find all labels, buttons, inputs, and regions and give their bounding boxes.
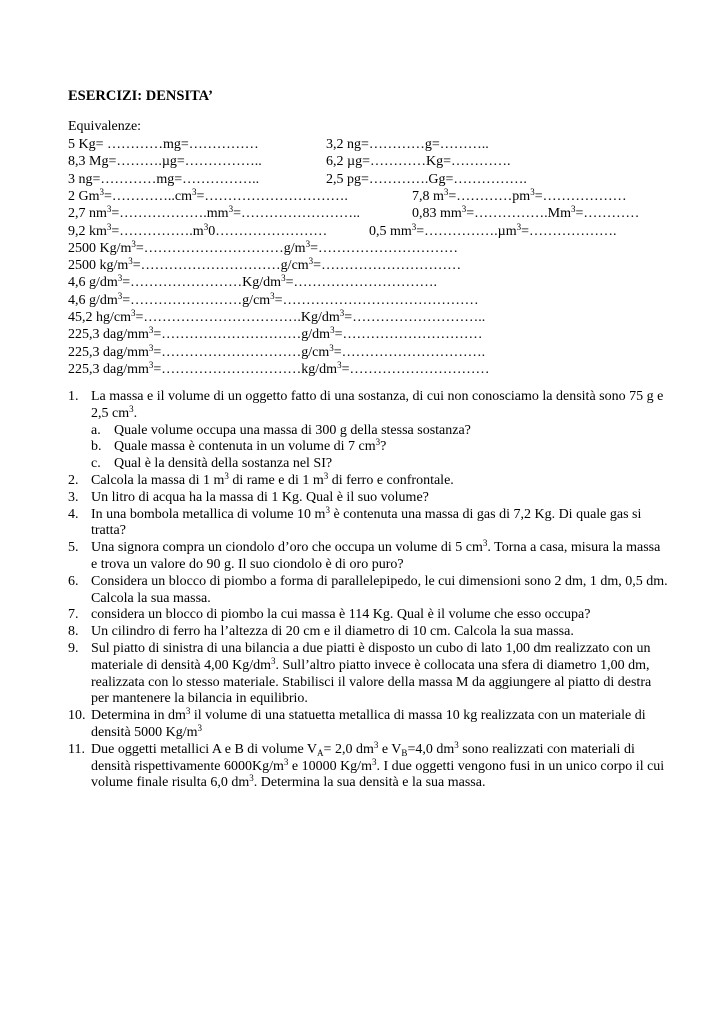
equivalence-row xyxy=(68,136,708,153)
equivalence-item: 0,83 $mm^3=\dots\dots\dots\dots\dots.Mm^3=\dots\dots\dots\dots$ xyxy=(412,204,640,222)
exercise-text: Due oggetti metallici A e B di volume $V_A= 2,0$ $dm^3$ e $V_B=4,0$ $dm^3$ sono realizzati con materiali di densità rispettivamente $6000Kg/m^3$ e 10000 $Kg/m^3$. I due oggetti vengono fusi in un unico corpo il cui volume finale risulta 6,0 $dm^3$. Determina la sua densità e la sua massa. xyxy=(91,739,665,791)
exercise-text: La massa e il volume di un oggetto fatto di una sostanza, di cui non conosciamo la densità sono 75 g e 2,5 $cm^3$. xyxy=(91,389,664,421)
exercise-number: 2. xyxy=(68,472,79,488)
exercise-number: 4. xyxy=(68,506,79,522)
equivalence-row xyxy=(68,326,708,343)
subitem-letter: c. xyxy=(91,456,101,472)
exercise-subitem xyxy=(91,439,668,456)
exercise-text: Un cilindro di ferro ha l’altezza di 20 cm e il diametro di 10 cm. Calcola la sua massa. xyxy=(91,624,574,640)
equivalence-item: 7,8 $m^3=\dots\dots\dots\dots pm^3=\dots\dots\dots\dots\dots\dots$ xyxy=(412,186,627,204)
exercise-number: 7. xyxy=(68,607,79,623)
exercise-number: 9. xyxy=(68,640,79,656)
equivalence-row xyxy=(68,240,708,257)
exercise-item xyxy=(68,624,668,641)
exercise-number: 10. xyxy=(68,708,86,724)
exercise-text: Un litro di acqua ha la massa di 1 Kg. Qual è il suo volume? xyxy=(91,489,429,505)
exercise-item xyxy=(68,739,668,792)
equivalence-item: 9,2 $km^3=\dots\dots\dots\dots\dots.m^30\dots\dots\dots\dots\dots\dots\dots\dots$ xyxy=(68,221,328,239)
equivalence-item: 4,6 $g/dm^3=\dots\dots\dots\dots\dots\dots\dots\dots g/cm^3=\dots\dots\dots\dots\dots\dots\dots\dots\dots\dots\dots\dots\dots\dots$ xyxy=(68,290,479,308)
exercise-number: 3. xyxy=(68,489,79,505)
equivalence-row xyxy=(68,223,708,240)
subitem-text: Quale massa è contenuta in un volume di 7 $cm^3$? xyxy=(114,437,387,455)
equivalence-row xyxy=(68,153,708,170)
exercise-text: In una bombola metallica di volume 10 $m^3$ è contenuta una massa di gas di 7,2 Kg. Di quale gas si tratta? xyxy=(91,504,642,539)
equivalence-item: 2,5 pg=………….Gg=……………. xyxy=(326,171,527,187)
subitem-letter: a. xyxy=(91,422,101,438)
equivalence-row xyxy=(68,309,708,326)
equivalence-item: 225,3 dag/$mm^3=\dots\dots\dots\dots\dots\dots\dots\dots\dots\dots kg/dm^3=\dots\dots\dots\dots\dots\dots\dots\dots\dots\dots$ xyxy=(68,359,490,377)
equivalence-item: 45,2 $hg/cm^3=\dots\dots\dots\dots\dots\dots\dots\dots\dots\dots\dots.Kg/dm^3=\dots\dots\dots\dots\dots\dots\dots\dots\dots$.. xyxy=(68,308,486,325)
exercise-text: considera un blocco di piombo la cui massa è 114 Kg. Qual è il volume che esso occupa? xyxy=(91,607,591,623)
equivalence-item: 225,3 dag/$mm^3=\dots\dots\dots\dots\dots\dots\dots\dots\dots\dots g/cm^3=\dots\dots\dots\dots\dots\dots\dots\dots\dots\dots$. xyxy=(68,342,486,360)
equivalence-item: 2500 $kg/m^3=\dots\dots\dots\dots\dots\dots\dots\dots\dots\dots g/cm^3=\dots\dots\dots\dots\dots\dots\dots\dots\dots\dots$ xyxy=(68,256,462,274)
exercise-item xyxy=(68,470,668,490)
exercise-subitem xyxy=(91,456,668,473)
equivalence-item: 2 $Gm^3=\dots\dots\dots\dots..cm^3=\dots\dots\dots\dots\dots\dots\dots\dots\dots\dots$. xyxy=(68,186,348,204)
exercise-number: 8. xyxy=(68,624,79,640)
exercise-text: Determina in $dm^3$ il volume di una statuetta metallica di massa 10 kg realizzata con un materiale di densità 5000 $Kg/m^3$ xyxy=(91,706,646,740)
exercise-text: Una signora compra un ciondolo d’oro che occupa un volume di 5 $cm^3$. Torna a casa, misura la massa e trova un valore do 90 g. Il suo ciondolo è di oro puro? xyxy=(91,538,661,572)
equivalence-item: 2500 $Kg/m^3=\dots\dots\dots\dots\dots\dots\dots\dots\dots\dots g/m^3=\dots\dots\dots\dots\dots\dots\dots\dots\dots\dots$ xyxy=(68,238,458,256)
exercise-item xyxy=(68,504,668,541)
equivalence-row xyxy=(68,257,708,274)
equivalence-item: 2,7 $nm^3=\dots\dots\dots\dots\dots\dots.mm^3=\dots\dots\dots\dots\dots\dots\dots\dots$.. xyxy=(68,204,360,222)
equivalence-row xyxy=(68,344,708,361)
equivalence-row xyxy=(68,361,708,378)
exercise-number: 1. xyxy=(68,389,79,404)
page-title: ESERCIZI: DENSITA’ xyxy=(68,88,213,104)
subitem-letter: b. xyxy=(91,439,102,455)
equivalence-item: 225,3 dag/$mm^3=\dots\dots\dots\dots\dots\dots\dots\dots\dots\dots g/dm^3=\dots\dots\dots\dots\dots\dots\dots\dots\dots\dots$ xyxy=(68,325,483,343)
exercise-text: Considera un blocco di piombo a forma di parallelepipedo, le cui dimensioni sono 2 dm, 1 dm, 0,5 dm. Calcola la sua massa. xyxy=(91,573,668,606)
subitem-text: Quale volume occupa una massa di 300 g della stessa sostanza? xyxy=(114,422,471,438)
equivalence-row xyxy=(68,188,708,205)
exercise-number: 5. xyxy=(68,540,79,556)
equivalence-row xyxy=(68,205,708,222)
equivalence-item: 3 ng=…………mg=…………….. xyxy=(68,171,260,187)
exercise-item xyxy=(68,389,668,473)
exercises-list xyxy=(68,389,668,792)
equivalence-row xyxy=(68,292,708,309)
exercise-number: 11. xyxy=(68,741,85,757)
exercise-item xyxy=(68,490,668,507)
exercise-item xyxy=(68,607,668,624)
equivalence-item: 4,6 $g/dm^3=\dots\dots\dots\dots\dots\dots\dots\dots Kg/dm^3=\dots\dots\dots\dots\dots\dots\dots\dots\dots\dots$. xyxy=(68,273,437,291)
equivalence-item: 0,5 $mm^3=\dots\dots\dots\dots\dots.\mu m^3=\dots\dots\dots\dots\dots\dots$. xyxy=(369,221,617,239)
equivalence-item: 5 Kg= …………mg=…………… xyxy=(68,137,259,152)
exercise-text: Sul piatto di sinistra di una bilancia a due piatti è disposto un cubo di lato 1,00 dm realizzato con un materiale di densità 4,00 $Kg/dm^3$. Sull’altro piatto invece è collocata una sfera di diametro 1,00 dm, realizzata con lo stesso materiale. Stabilisci il valore della massa M da aggiungere al piatto di destra per mantenere la bilancia in equilibrio. xyxy=(91,640,652,707)
exercise-item xyxy=(68,708,668,742)
equivalence-row xyxy=(68,171,708,188)
equivalence-item: 8,3 Mg=……….µg=…………….. xyxy=(68,154,262,170)
equivalences-heading: Equivalenze: xyxy=(68,119,142,134)
equivalence-item: 6,2 µg=…………Kg=…………. xyxy=(326,154,511,170)
equivalence-row xyxy=(68,274,708,291)
equivalence-item: 3,2 ng=…………g=……….. xyxy=(326,137,489,152)
exercise-number: 6. xyxy=(68,573,79,589)
exercise-text: Calcola la massa di 1 $m^3$ di rame e di 1 $m^3$ di ferro e confrontale. xyxy=(91,470,454,488)
exercise-item xyxy=(68,574,668,608)
exercise-item xyxy=(68,540,668,574)
subitem-text: Qual è la densità della sostanza nel SI? xyxy=(114,456,333,472)
exercise-item xyxy=(68,641,668,708)
